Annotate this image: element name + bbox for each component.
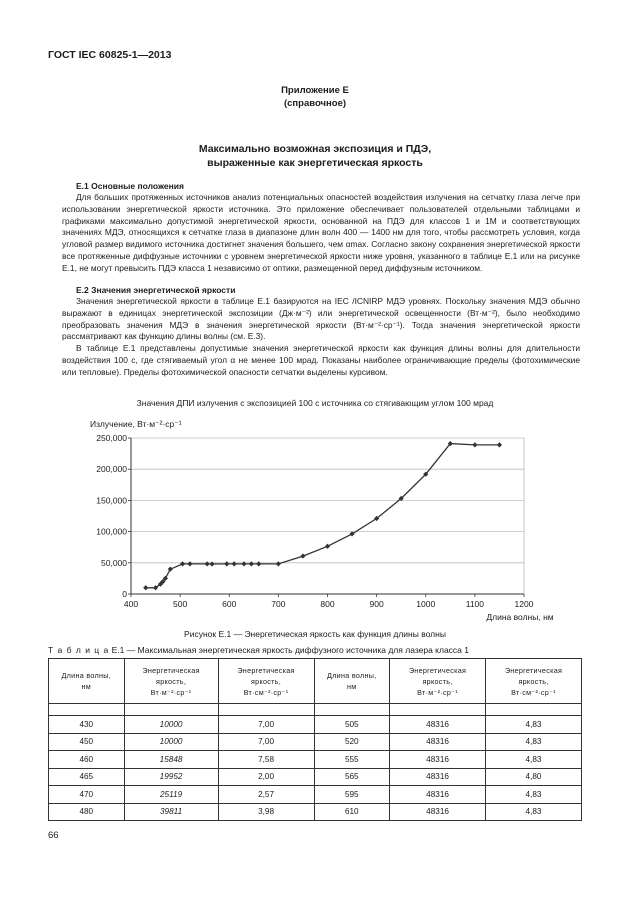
data-point	[187, 561, 192, 566]
data-point	[168, 567, 173, 572]
section-2-paragraph-1: Значения энергетической яркости в таблице Е.1 базируются на IEC /ICNIRP МДЭ уровнях. Поскольку значения МДЭ обычно выражают в единицах энергетической экспозиции (Дж·м⁻²) или энергетической освещенности (Вт·м⁻²), было необходимо преобразовать значения МДЭ в значения энергетической яркости (Вт·м⁻²·ср⁻¹). Тогда значения энергетической яркости рассматривают как функцию длины волны (см. Е.3).	[62, 296, 580, 342]
table-cell: 4,83	[486, 751, 582, 769]
y-tick-label: 100,000	[96, 526, 127, 537]
section-2-heading: Е.2 Значения энергетической яркости	[76, 285, 236, 295]
section-2-body	[62, 296, 580, 379]
table-header-cell	[124, 659, 218, 704]
data-point	[143, 585, 148, 590]
data-point	[232, 561, 237, 566]
data-point	[472, 442, 477, 447]
table-cell: 3,98	[218, 803, 314, 821]
table-header-cell	[486, 659, 582, 704]
page-title	[0, 142, 630, 170]
appendix-title	[0, 84, 630, 110]
chart	[62, 412, 582, 627]
y-tick-label: 250,000	[96, 433, 127, 443]
data-point	[276, 561, 281, 566]
title-line-1: Максимально возможная экспозиция и ПДЭ,	[198, 143, 432, 155]
table-cell: 470	[49, 786, 125, 804]
x-tick-label: 1100	[465, 599, 485, 609]
section-1-body	[62, 192, 580, 275]
chart-title: Значения ДПИ излучения с экспозицией 100 с источника со стягивающим углом 100 мрад	[136, 398, 494, 408]
table-cell: 7,58	[218, 751, 314, 769]
table-row	[49, 733, 582, 751]
table-cell: 7,00	[218, 716, 314, 734]
header-line: Вт·м⁻²·ср⁻¹	[417, 687, 458, 697]
data-table	[48, 658, 582, 821]
standard-header: ГОСТ IEC 60825-1—2013	[48, 49, 172, 61]
x-tick-label: 600	[222, 599, 237, 609]
y-tick-label: 50,000	[101, 557, 127, 568]
table-cell: 4,83	[486, 786, 582, 804]
header-line: яркость,	[518, 676, 549, 686]
table-label: Т а б л и ц а	[48, 645, 110, 655]
table-cell: 48316	[390, 716, 486, 734]
table-header-row	[49, 659, 582, 704]
table-cell: 48316	[390, 786, 486, 804]
table-cell: 450	[49, 733, 125, 751]
table-cell: 48316	[390, 751, 486, 769]
header-line: яркость,	[422, 676, 453, 686]
table-cell: 480	[49, 803, 125, 821]
y-tick-label: 150,000	[96, 495, 127, 506]
table-row	[49, 786, 582, 804]
table-cell: 4,80	[486, 768, 582, 786]
header-line: Длина волны,	[61, 671, 112, 680]
table-cell: 565	[314, 768, 390, 786]
header-line: Энергетическая	[408, 665, 467, 675]
y-tick-labels	[96, 433, 127, 599]
table-cell: 25119	[124, 786, 218, 804]
x-tick-label: 700	[271, 599, 286, 609]
table-header-cell	[218, 659, 314, 704]
header-line: Энергетическая	[504, 665, 563, 675]
table-cell: 2,57	[218, 786, 314, 804]
table-header-cell	[390, 659, 486, 704]
appendix-label: Приложение Е	[281, 85, 349, 96]
title-line-2: выраженные как энергетическая яркость	[207, 157, 423, 169]
page-number: 66	[48, 830, 59, 841]
header-line: яркость,	[156, 676, 187, 686]
table-cell: 10000	[124, 716, 218, 734]
table-header-cell	[49, 659, 125, 704]
table-cell: 595	[314, 786, 390, 804]
table-body	[49, 716, 582, 821]
data-point	[241, 561, 246, 566]
section-2-paragraph-2: В таблице Е.1 представлены допустимые значения энергетической яркости как функция длины волны для длительности воздействия 100 с, где стягиваемый угол α не менее 100 мрад. Показаны наиболее ограничивающие пределы (фотохимические или тепловые). Пределы фотохимической опасности сетчатки выделены курсивом.	[62, 343, 580, 377]
appendix-type: (справочное)	[283, 98, 347, 109]
section-1-paragraph: Для больших протяженных источников анализ потенциальных опасностей воздействия излучения на сетчатку глаза легче при использовании энергетической яркости источника. Это приложение обеспечивает пользователей отдельными таблицами и графиками максимально допустимой энергетической яркости, основанной на ПДЭ для классов 1 и 1М и соответствующих значениях МДЭ, относящихся к сетчатке глаза в диапазоне длин волн 400 — 1400 нм для того, чтобы рассмотреть условия, когда угловой размер видимого источника достигнет значения большего, чем αmax. Согласно закону сохранения энергетической яркости все протяженные диффузные источники с уровнем энергетической яркости ниже уровня, указанного в таблице Е.1 или на рисунке Е.1, не могут превысить ПДЭ класса 1 независимо от оптики, размещенной перед диффузным источником.	[62, 192, 580, 273]
y-axis-label: Излучение, Вт·м⁻²·ср⁻¹	[90, 419, 182, 429]
data-point	[224, 561, 229, 566]
x-tick-label: 900	[369, 599, 384, 609]
data-point	[209, 561, 214, 566]
table-cell: 610	[314, 803, 390, 821]
figure-caption: Рисунок Е.1 — Энергетическая яркость как функция длины волны	[184, 629, 446, 639]
table-cell: 4,83	[486, 716, 582, 734]
table-row	[49, 716, 582, 734]
header-line: Энергетическая	[237, 665, 295, 675]
table-cell: 48316	[390, 733, 486, 751]
data-point	[256, 561, 261, 566]
header-line: Вт·см⁻²·ср⁻¹	[243, 687, 289, 697]
x-tick-label: 1000	[416, 599, 436, 609]
table-row	[49, 751, 582, 769]
data-point	[180, 561, 185, 566]
x-tick-label: 400	[123, 599, 139, 609]
chart-grid	[128, 438, 524, 597]
table-cell: 10000	[124, 733, 218, 751]
series-line	[146, 444, 500, 588]
table-header-cell	[314, 659, 390, 704]
chart-svg	[62, 412, 582, 627]
table-cell: 19952	[124, 768, 218, 786]
header-line: Вт·м⁻²·ср⁻¹	[150, 687, 192, 697]
x-tick-label: 500	[173, 599, 188, 609]
table-caption: Е.1 — Максимальная энергетическая яркость диффузного источника для лазера класса 1	[111, 645, 469, 655]
table-cell: 2,00	[218, 768, 314, 786]
header-line: нм	[81, 682, 92, 691]
table-row	[49, 803, 582, 821]
table-cell: 7,00	[218, 733, 314, 751]
table-cell: 430	[49, 716, 125, 734]
table-cell: 505	[314, 716, 390, 734]
table-cell: 465	[49, 768, 125, 786]
x-tick-label: 1200	[514, 599, 534, 609]
x-tick-labels	[124, 599, 534, 609]
table-cell: 460	[49, 751, 125, 769]
header-line: Энергетическая	[142, 665, 200, 675]
x-axis-label: Длина волны, нм	[486, 612, 554, 622]
table-cell: 48316	[390, 803, 486, 821]
y-tick-label: 0	[122, 589, 127, 599]
table-row	[49, 768, 582, 786]
data-point	[497, 442, 502, 447]
data-point	[325, 544, 330, 549]
table-cell: 555	[314, 751, 390, 769]
table-cell: 4,83	[486, 733, 582, 751]
header-line: Вт·см⁻²·ср⁻¹	[511, 687, 556, 697]
y-tick-label: 200,000	[96, 464, 127, 475]
table-spacer-row	[49, 704, 582, 716]
header-line: яркость,	[250, 676, 282, 686]
table-cell: 48316	[390, 768, 486, 786]
data-point	[300, 553, 305, 558]
data-point	[249, 561, 254, 566]
table-cell: 39811	[124, 803, 218, 821]
header-line: нм	[347, 682, 357, 691]
table-cell: 4,83	[486, 803, 582, 821]
table-cell: 15848	[124, 751, 218, 769]
data-point	[205, 561, 210, 566]
data-points	[143, 441, 502, 590]
x-tick-label: 800	[320, 599, 335, 609]
table-title	[48, 645, 469, 655]
header-line: Длина волны,	[327, 671, 377, 680]
table-cell: 520	[314, 733, 390, 751]
section-1-heading: Е.1 Основные положения	[76, 181, 184, 191]
